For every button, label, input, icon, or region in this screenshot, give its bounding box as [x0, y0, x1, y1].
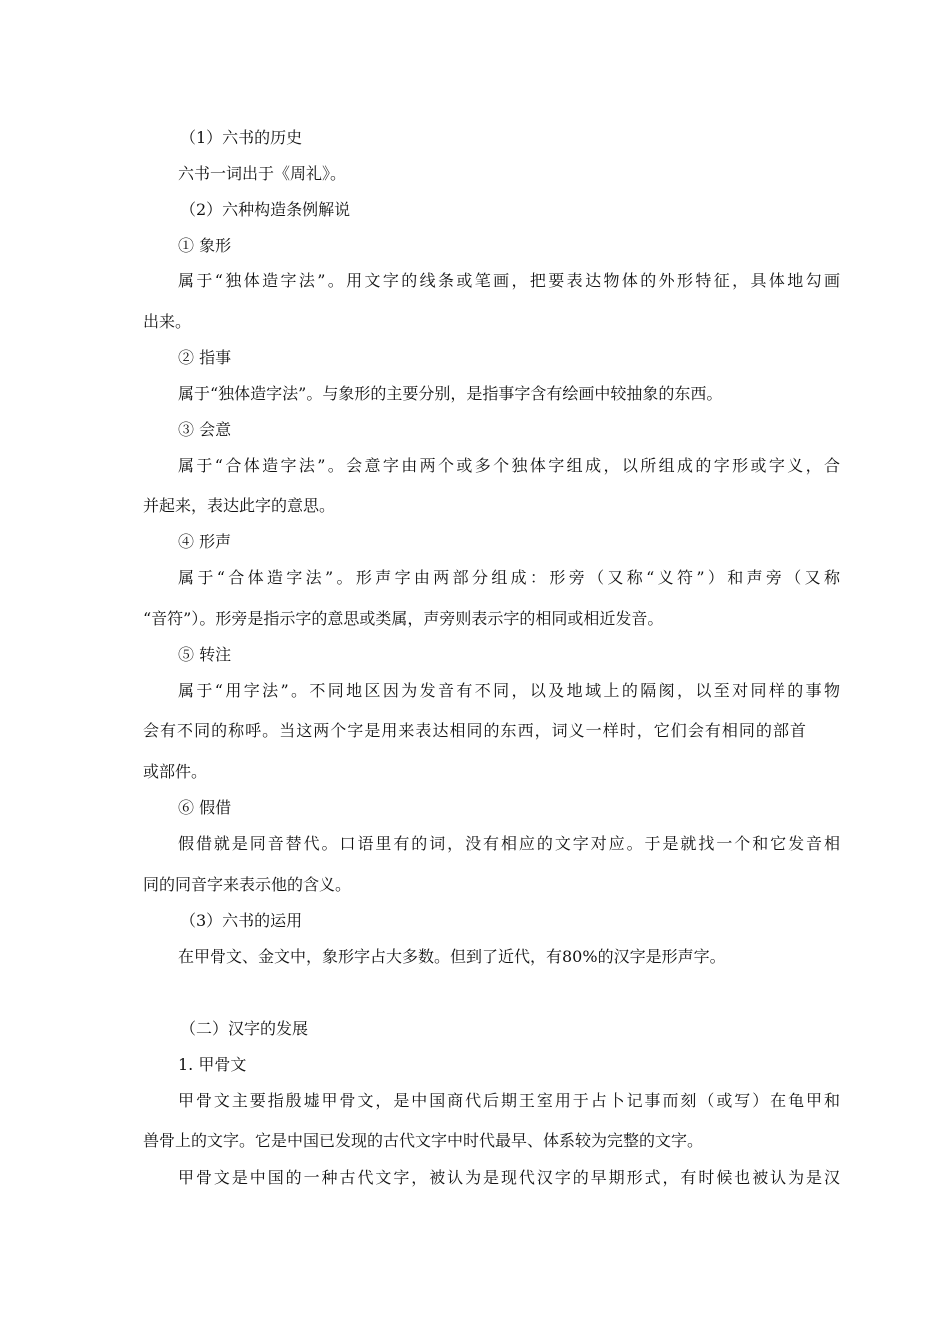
paragraph-line: 或部件。 — [143, 762, 208, 781]
paragraph: 在甲骨文、金文中，象形字占大多数。但到了近代，有80%的汉字是形声字。 — [178, 947, 726, 966]
paragraph-line: 属于“独体造字法”。与象形的主要分别，是指事字含有绘画中较抽象的东西。 — [178, 384, 723, 403]
paragraph-line: 同的同音字来表示他的含义。 — [143, 875, 352, 894]
item-heading-phonetic: ④ 形声 — [178, 532, 232, 551]
section-heading-2: （2）六种构造条例解说 — [180, 200, 351, 219]
paragraph-line: 会有不同的称呼。当这两个字是用来表达相同的东西，词义一样时，它们会有相同的部首 — [143, 721, 806, 740]
paragraph: 六书一词出于《周礼》。 — [178, 164, 347, 183]
section-heading-1: （1）六书的历史 — [180, 128, 303, 147]
item-heading-loan: ⑥ 假借 — [178, 798, 232, 817]
item-heading-pictograph: ① 象形 — [178, 236, 232, 255]
paragraph-line: “音符”）。形旁是指示字的意思或类属，声旁则表示字的相同或相近发音。 — [143, 609, 664, 628]
paragraph-line: 甲骨文主要指殷墟甲骨文，是中国商代后期王室用于占卜记事而刻（或写）在龟甲和 — [178, 1091, 840, 1110]
subheading-oracle-bone: 1. 甲骨文 — [178, 1055, 247, 1074]
item-heading-transfer: ⑤ 转注 — [178, 645, 232, 664]
paragraph-line: 属于“用字法”。不同地区因为发音有不同，以及地域上的隔阂，以至对同样的事物 — [178, 681, 840, 700]
section-heading-3: （3）六书的运用 — [180, 911, 303, 930]
item-heading-compound: ③ 会意 — [178, 420, 232, 439]
paragraph-line: 出来。 — [143, 312, 192, 331]
paragraph-line: 属于“独体造字法”。用文字的线条或笔画，把要表达物体的外形特征，具体地勾画 — [178, 271, 840, 290]
part-heading-development: （二）汉字的发展 — [180, 1019, 309, 1038]
item-heading-indicative: ② 指事 — [178, 348, 232, 367]
paragraph-line: 假借就是同音替代。口语里有的词，没有相应的文字对应。于是就找一个和它发音相 — [178, 834, 840, 853]
paragraph-line: 兽骨上的文字。它是中国已发现的古代文字中时代最早、体系较为完整的文字。 — [143, 1131, 704, 1150]
paragraph-line: 并起来，表达此字的意思。 — [143, 496, 336, 515]
paragraph-line: 甲骨文是中国的一种古代文字，被认为是现代汉字的早期形式，有时候也被认为是汉 — [178, 1168, 840, 1187]
paragraph-line: 属于“合体造字法”。形声字由两部分组成：形旁（又称“义符”）和声旁（又称 — [178, 568, 840, 587]
paragraph-line: 属于“合体造字法”。会意字由两个或多个独体字组成，以所组成的字形或字义，合 — [178, 456, 840, 475]
